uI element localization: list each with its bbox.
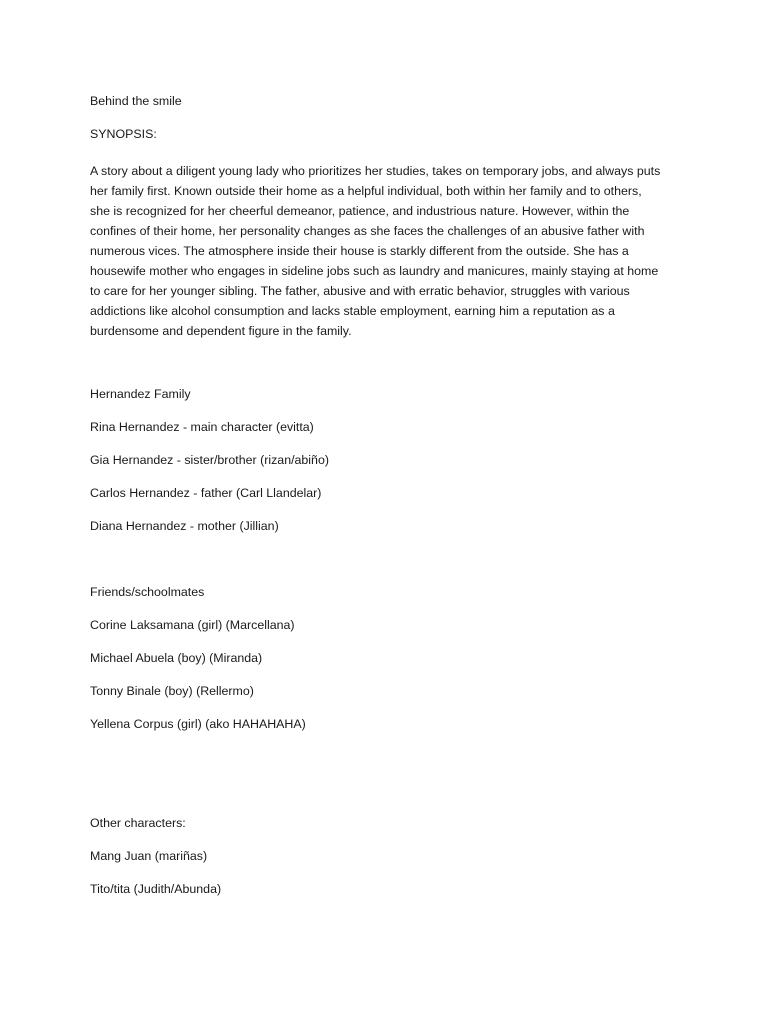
synopsis-line: housewife mother who engages in sideline jobs such as laundry and manicures, mainly staying at home bbox=[90, 264, 659, 278]
family-member: Rina Hernandez - main character (evitta) bbox=[90, 420, 314, 434]
family-member: Diana Hernandez - mother (Jillian) bbox=[90, 519, 279, 533]
friend-member: Michael Abuela (boy) (Miranda) bbox=[90, 651, 263, 665]
family-heading: Hernandez Family bbox=[90, 387, 191, 401]
friend-member: Yellena Corpus (girl) (ako HAHAHAHA) bbox=[90, 717, 306, 731]
other-member: Tito/tita (Judith/Abunda) bbox=[90, 882, 222, 896]
other-member: Mang Juan (mariñas) bbox=[90, 849, 208, 863]
synopsis-heading: SYNOPSIS: bbox=[90, 127, 157, 141]
synopsis-line: to care for her younger sibling. The father, abusive and with erratic behavior, struggles with various bbox=[90, 284, 630, 298]
synopsis-line: her family first. Known outside their home as a helpful individual, both within her family and to others, bbox=[90, 184, 642, 198]
synopsis-line: confines of their home, her personality changes as she faces the challenges of an abusive father with bbox=[90, 224, 645, 238]
synopsis-paragraph bbox=[90, 161, 670, 341]
synopsis-line: numerous vices. The atmosphere inside their house is starkly different from the outside. She has a bbox=[90, 244, 629, 258]
synopsis-line: addictions like alcohol consumption and lacks stable employment, earning him a reputation as a bbox=[90, 304, 615, 318]
friend-member: Corine Laksamana (girl) (Marcellana) bbox=[90, 618, 295, 632]
friend-member: Tonny Binale (boy) (Rellermo) bbox=[90, 684, 254, 698]
synopsis-line: she is recognized for her cheerful demeanor, patience, and industrious nature. However, within the bbox=[90, 204, 630, 218]
synopsis-line: burdensome and dependent figure in the family. bbox=[90, 324, 352, 338]
others-heading: Other characters: bbox=[90, 816, 186, 830]
family-member: Gia Hernandez - sister/brother (rizan/abiño) bbox=[90, 453, 329, 467]
document-content bbox=[90, 94, 670, 897]
family-member: Carlos Hernandez - father (Carl Llandelar) bbox=[90, 486, 322, 500]
synopsis-line: A story about a diligent young lady who prioritizes her studies, takes on temporary jobs, and always puts bbox=[90, 164, 661, 178]
friends-heading: Friends/schoolmates bbox=[90, 585, 205, 599]
document-title: Behind the smile bbox=[90, 94, 182, 108]
